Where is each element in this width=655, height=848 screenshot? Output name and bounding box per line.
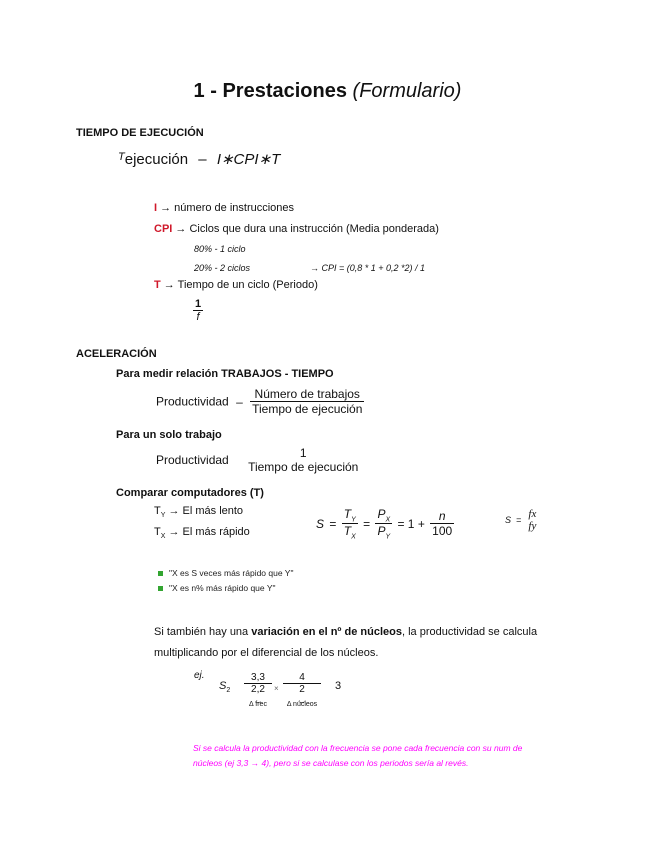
example-frac1-label: Δ frec xyxy=(249,701,267,708)
f2-num: P xyxy=(377,507,386,521)
compare-heading: Comparar computadores (T) xyxy=(116,487,264,499)
bullet-item xyxy=(158,568,293,578)
exec-formula-eq: – xyxy=(198,151,207,168)
tx-symbol: T xyxy=(154,526,161,538)
single-heading: Para un solo trabajo xyxy=(116,429,222,441)
example-label: ej. xyxy=(194,670,205,681)
example-frac1-num: 3,3 xyxy=(251,672,265,683)
def-instructions xyxy=(154,202,294,214)
title-sub: (Formulario) xyxy=(352,80,462,102)
section-heading-accel: ACELERACIÓN xyxy=(76,348,157,360)
f1-den: T xyxy=(343,524,352,539)
speedup-eq3: = 1 + xyxy=(397,516,425,531)
f3-den: 100 xyxy=(432,524,453,539)
relation-denominator: Tiempo de ejecución xyxy=(252,402,363,416)
relation-formula xyxy=(156,387,364,416)
title-main: 1 - Prestaciones xyxy=(193,80,347,102)
cores-text-c: , la productividad se calcula xyxy=(401,626,538,638)
cores-paragraph-line1 xyxy=(154,626,537,638)
example-s-symbol: S xyxy=(219,680,227,692)
speedup-s: S xyxy=(316,516,325,531)
speedup-eq2: = xyxy=(363,516,371,531)
example-frac1 xyxy=(244,672,272,708)
example-s-sub: 2 xyxy=(226,687,231,695)
bullet-item xyxy=(158,583,276,593)
f3-num: n xyxy=(438,509,446,524)
period-numerator: 1 xyxy=(195,298,202,310)
exec-formula-rhs: I∗CPI∗T xyxy=(216,151,281,168)
def-text: → número de instrucciones xyxy=(160,202,295,214)
example-frac2-den: 2 xyxy=(283,683,321,695)
single-lhs: Productividad xyxy=(156,453,229,467)
cpi-example-calc: → CPI = (0,8 * 1 + 0,2 *2) / 1 xyxy=(310,263,426,273)
relation-lhs: Productividad xyxy=(156,394,229,409)
brace-icon: ⏟ xyxy=(255,693,261,703)
ty-sub: Y xyxy=(160,512,166,520)
relation-heading: Para medir relación TRABAJOS - TIEMPO xyxy=(116,368,334,380)
exec-formula-lhs: T xyxy=(118,151,125,163)
example-times: × xyxy=(274,684,279,693)
def-text: → Ciclos que dura una instrucción (Media ponderada) xyxy=(175,223,439,235)
relation-eq: – xyxy=(236,394,243,409)
brace-icon: ⏟ xyxy=(299,693,305,703)
cores-text-bold: variación en el nº de núcleos xyxy=(251,626,402,638)
cores-text-a: Si también hay una xyxy=(154,626,252,638)
f1-num-sub: Y xyxy=(351,516,356,524)
single-formula xyxy=(156,446,360,474)
bullet-text: "X es S veces más rápido que Y" xyxy=(169,568,294,578)
exec-formula xyxy=(118,150,280,168)
section-heading-exec: TIEMPO DE EJECUCIÓN xyxy=(76,127,204,139)
bullet-text: "X es n% más rápido que Y" xyxy=(169,583,276,593)
def-period xyxy=(154,279,318,291)
page-title xyxy=(0,80,655,103)
f1-num: T xyxy=(343,507,352,521)
freq-num: fx xyxy=(528,508,537,520)
speedup-eq1: = xyxy=(329,516,337,531)
example-frac1-den: 2,2 xyxy=(244,683,272,695)
relation-numerator: Número de trabajos xyxy=(254,387,360,401)
f1-den-sub: X xyxy=(351,533,356,541)
bullet-square-icon xyxy=(158,571,163,576)
f2-den-sub: Y xyxy=(385,533,391,541)
freq-formula xyxy=(505,508,538,532)
ty-symbol: T xyxy=(154,505,161,517)
example-frac2-num: 4 xyxy=(299,672,305,683)
tx-text: → El más rápido xyxy=(168,526,250,538)
cpi-example-line2: 20% - 2 ciclos xyxy=(194,263,251,273)
note-line2: núcleos (ej 3,3 → 4), pero si se calculase con los periodos sería al revés. xyxy=(193,758,469,768)
period-fraction xyxy=(193,298,203,323)
example-s xyxy=(219,680,230,694)
compare-ty xyxy=(154,505,243,519)
example-frac2-label: Δ núcleos xyxy=(286,701,318,708)
def-cpi xyxy=(154,223,439,235)
ty-text: → El más lento xyxy=(168,505,244,517)
single-denominator: Tiempo de ejecución xyxy=(248,460,359,474)
freq-s: S xyxy=(505,515,512,525)
example-result: 3 xyxy=(335,680,342,692)
freq-den: fy xyxy=(528,520,537,532)
cores-paragraph-line2: multiplicando por el diferencial de los núcleos. xyxy=(154,647,379,659)
freq-eq: = xyxy=(516,515,522,525)
def-text: → Tiempo de un ciclo (Periodo) xyxy=(163,279,318,291)
note-line1: Si se calcula la productividad con la frecuencia se pone cada frecuencia con su num de xyxy=(193,743,523,753)
compare-tx xyxy=(154,526,250,540)
example-frac2 xyxy=(283,672,321,708)
tx-sub: X xyxy=(160,533,166,541)
cpi-example-line1: 80% - 1 ciclo xyxy=(194,244,246,254)
exec-formula-lhs-sub: ejecución xyxy=(124,151,189,168)
bullet-square-icon xyxy=(158,586,163,591)
speedup-formula xyxy=(316,507,454,541)
f2-num-sub: X xyxy=(385,516,391,524)
period-denominator: f xyxy=(193,310,203,323)
f2-den: P xyxy=(377,524,386,539)
def-symbol: T xyxy=(154,279,161,291)
def-symbol: I xyxy=(154,202,158,214)
def-symbol: CPI xyxy=(154,223,173,235)
single-numerator: 1 xyxy=(299,446,307,460)
